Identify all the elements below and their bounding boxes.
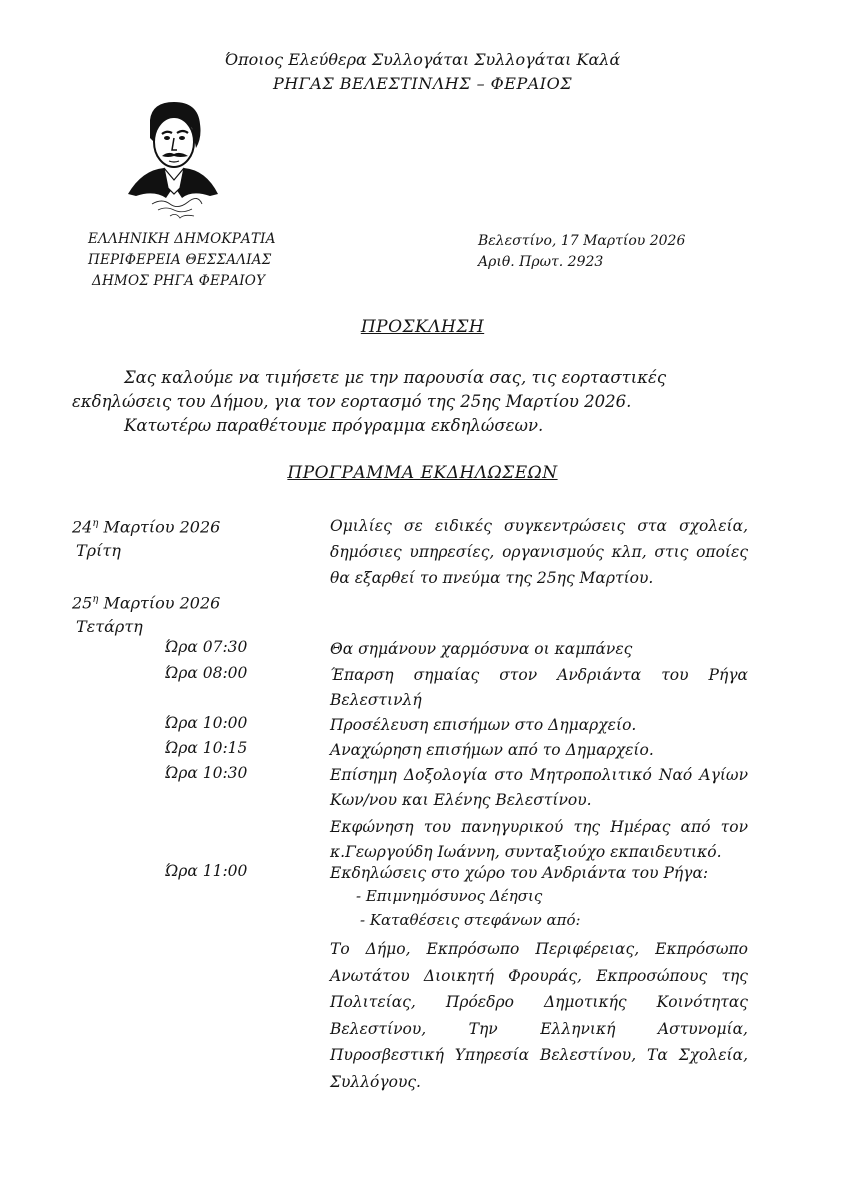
day1-date — [72, 512, 220, 539]
authority-line-3: ΔΗΜΟΣ ΡΗΓΑ ΦΕΡΑΙΟΥ — [92, 273, 266, 289]
event-time: Ώρα 08:00 — [165, 664, 248, 682]
day2-weekday: Τετάρτη — [76, 617, 143, 637]
event-description: Αναχώρηση επισήμων από το Δημαρχείο. — [330, 741, 654, 759]
program-intro: Κατωτέρω παραθέτουμε πρόγραμμα εκδηλώσεων. — [124, 416, 544, 435]
protocol-number: Αριθ. Πρωτ. 2923 — [478, 254, 604, 270]
day1-date-number: 24 — [72, 517, 93, 537]
rigas-portrait — [122, 98, 222, 224]
event-description: Προσέλευση επισήμων στο Δημαρχείο. — [330, 716, 637, 734]
day2-date-number: 25 — [72, 593, 93, 613]
event-description: Θα σημάνουν χαρμόσυνα οι καμπάνες — [330, 640, 633, 658]
event-time: Ώρα 10:15 — [165, 739, 248, 757]
day1-date-suffix: η — [92, 518, 99, 529]
authority-line-1: ΕΛΛΗΝΙΚΗ ΔΗΜΟΚΡΑΤΙΑ — [88, 231, 276, 247]
rigas-name: ΡΗΓΑΣ ΒΕΛΕΣΤΙΝΛΗΣ – ΦΕΡΑΙΟΣ — [272, 74, 573, 93]
day1-description: Ομιλίες σε ειδικές συγκεντρώσεις στα σχολεία, δημόσιες υπηρεσίες, οργανισμούς κλπ, στις οποίες θα εξαρθεί το πνεύμα της 25ης Μαρτίου. — [330, 517, 748, 587]
day2-date-month: Μαρτίου 2026 — [98, 593, 221, 613]
event-description: Εκφώνηση του πανηγυρικού της Ημέρας από τον κ.Γεωργούδη Ιωάννη, συνταξιούχο εκπαιδευτικό. — [330, 818, 748, 861]
day2-heading — [72, 588, 220, 639]
wreath-list: Το Δήμο, Εκπρόσωπο Περιφέρειας, Εκπρόσωπο Ανωτάτου Διοικητή Φρουράς, Εκπροσώπους της Πολιτείας, Πρόεδρο Δημοτικής Κοινότητας Βελεστίνου, Την Ελληνική Αστυνομία, Πυροσβεστική Υπηρεσία Βελεστίνου, Τα Σχολεία, Συλλόγους. — [330, 940, 748, 1091]
motto: Όποιος Ελεύθερα Συλλογάται Συλλογάται Καλά — [224, 50, 621, 69]
authority-line-2: ΠΕΡΙΦΕΡΕΙΑ ΘΕΣΣΑΛΙΑΣ — [88, 252, 272, 268]
event-time: Ώρα 10:00 — [165, 714, 248, 732]
event-time: Ώρα 10:30 — [165, 764, 248, 782]
list-item: - Καταθέσεις στεφάνων από: — [360, 911, 581, 929]
event-description: Επίσημη Δοξολογία στο Μητροπολιτικό Ναό Αγίων Κων/νου και Ελένης Βελεστίνου. — [330, 766, 748, 809]
day1-heading — [72, 512, 220, 563]
day2-date — [72, 588, 220, 615]
day1-weekday: Τρίτη — [76, 541, 121, 561]
invitation-paragraph: Σας καλούμε να τιμήσετε με την παρουσία σας, τις εορταστικές εκδηλώσεις του Δήμου, για τον εορτασμό της 25ης Μαρτίου 2026. — [72, 368, 667, 411]
event-time: Ώρα 07:30 — [165, 638, 248, 656]
event-time: Ώρα 11:00 — [165, 862, 248, 880]
day2-date-suffix: η — [92, 594, 99, 605]
list-item: - Επιμνημόσυνος Δέησις — [356, 887, 543, 905]
program-title: ΠΡΟΓΡΑΜΜΑ ΕΚΔΗΛΩΣΕΩΝ — [287, 463, 558, 483]
event-description: Εκδηλώσεις στο χώρο του Ανδριάντα του Ρήγα: — [330, 864, 709, 882]
invitation-title: ΠΡΟΣΚΛΗΣΗ — [360, 317, 485, 337]
day1-date-month: Μαρτίου 2026 — [98, 517, 221, 537]
event-description: Έπαρση σημαίας στον Ανδριάντα του Ρήγα Βελεστινλή — [330, 666, 748, 709]
place-date: Βελεστίνο, 17 Μαρτίου 2026 — [478, 233, 686, 249]
